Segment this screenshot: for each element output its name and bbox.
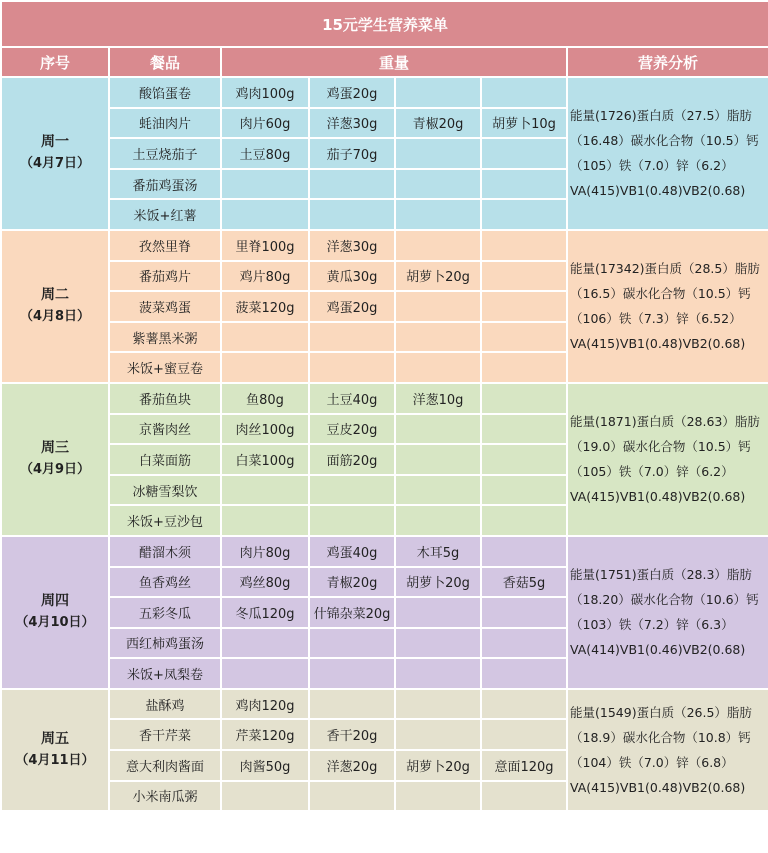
header-nutrition: 营养分析 xyxy=(567,47,768,77)
dish-cell: 蚝油肉片 xyxy=(109,108,221,139)
nutrition-line: VA(414)VB1(0.46)VB2(0.68) xyxy=(570,642,746,658)
weight-cell xyxy=(481,77,567,108)
dish-cell: 米饭+红薯 xyxy=(109,199,221,230)
weight-cell xyxy=(481,689,567,720)
weight-cell xyxy=(481,352,567,383)
nutrition-line: 能量(1549)蛋白质（26.5）脂肪 xyxy=(570,705,752,721)
dish-cell: 番茄鸡蛋汤 xyxy=(109,169,221,200)
nutrition-line: 能量(1871)蛋白质（28.63）脂肪 xyxy=(570,414,760,430)
weight-cell xyxy=(395,322,481,353)
nutrition-line: （19.0）碳水化合物（10.5）钙 xyxy=(570,439,751,455)
nutrition-line: （18.9）碳水化合物（10.8）钙 xyxy=(570,730,751,746)
weight-cell xyxy=(221,781,309,812)
weight-cell xyxy=(221,199,309,230)
weight-cell: 胡萝卜10g xyxy=(481,108,567,139)
weight-cell xyxy=(481,261,567,292)
weight-cell: 什锦杂菜20g xyxy=(309,597,395,628)
weight-cell xyxy=(481,658,567,689)
weight-cell xyxy=(481,199,567,230)
weight-cell xyxy=(481,291,567,322)
dish-cell: 孜然里脊 xyxy=(109,230,221,261)
nutrition-line: （106）铁（7.3）锌（6.52） xyxy=(570,311,742,327)
weight-cell xyxy=(221,169,309,200)
weight-cell xyxy=(395,199,481,230)
day-cell xyxy=(1,230,109,383)
page-title: 15元学生营养菜单 xyxy=(1,1,768,47)
weight-cell: 香干20g xyxy=(309,719,395,750)
table-row xyxy=(1,230,768,261)
weight-cell: 鱼80g xyxy=(221,383,309,414)
dish-cell: 番茄鱼块 xyxy=(109,383,221,414)
weight-cell xyxy=(481,322,567,353)
weight-cell xyxy=(481,414,567,445)
nutrition-line: 能量(1751)蛋白质（28.3）脂肪 xyxy=(570,567,752,583)
weight-cell: 鸡肉120g xyxy=(221,689,309,720)
weight-cell xyxy=(309,658,395,689)
weight-cell: 洋葱10g xyxy=(395,383,481,414)
weight-cell xyxy=(395,689,481,720)
day-name: 周三 xyxy=(41,440,69,457)
dish-cell: 菠菜鸡蛋 xyxy=(109,291,221,322)
weight-cell: 鸡丝80g xyxy=(221,567,309,598)
day-cell xyxy=(1,689,109,811)
dish-cell: 酸馅蛋卷 xyxy=(109,77,221,108)
weight-cell: 面筋20g xyxy=(309,444,395,475)
table-row xyxy=(1,689,768,720)
day-date: （4月9日） xyxy=(19,462,91,478)
nutrition-line: （104）铁（7.0）锌（6.8） xyxy=(570,755,734,771)
weight-cell xyxy=(221,628,309,659)
weight-cell xyxy=(395,138,481,169)
weight-cell xyxy=(395,444,481,475)
nutrition-line: 能量(17342)蛋白质（28.5）脂肪 xyxy=(570,261,760,277)
weight-cell xyxy=(309,781,395,812)
nutrition-line: （16.48）碳水化合物（10.5）钙 xyxy=(570,133,759,149)
weight-cell: 里脊100g xyxy=(221,230,309,261)
weight-cell xyxy=(395,597,481,628)
weight-cell xyxy=(481,597,567,628)
weight-cell xyxy=(481,475,567,506)
weight-cell xyxy=(481,444,567,475)
day-cell xyxy=(1,536,109,689)
nutrition-line: 能量(1726)蛋白质（27.5）脂肪 xyxy=(570,108,752,124)
nutrition-line: （18.20）碳水化合物（10.6）钙 xyxy=(570,592,759,608)
day-name: 周二 xyxy=(41,287,69,304)
weight-cell: 鸡片80g xyxy=(221,261,309,292)
weight-cell: 菠菜120g xyxy=(221,291,309,322)
day-name: 周四 xyxy=(41,593,69,610)
nutrition-cell xyxy=(567,536,768,689)
weight-cell xyxy=(221,658,309,689)
weight-cell xyxy=(221,322,309,353)
weight-cell: 鸡蛋40g xyxy=(309,536,395,567)
nutrition-line: VA(415)VB1(0.48)VB2(0.68) xyxy=(570,780,746,796)
nutrition-line: （105）铁（7.0）锌（6.2） xyxy=(570,158,734,174)
weight-cell xyxy=(395,77,481,108)
nutrition-cell xyxy=(567,77,768,230)
weight-cell: 洋葱30g xyxy=(309,230,395,261)
dish-cell: 紫薯黑米粥 xyxy=(109,322,221,353)
weight-cell xyxy=(395,414,481,445)
weight-cell: 青椒20g xyxy=(309,567,395,598)
dish-cell: 盐酥鸡 xyxy=(109,689,221,720)
weight-cell xyxy=(395,719,481,750)
weight-cell xyxy=(395,658,481,689)
dish-cell: 京酱肉丝 xyxy=(109,414,221,445)
weight-cell xyxy=(481,505,567,536)
dish-cell: 冰糖雪梨饮 xyxy=(109,475,221,506)
dish-cell: 米饭+蜜豆卷 xyxy=(109,352,221,383)
weight-cell xyxy=(395,628,481,659)
nutrition-cell xyxy=(567,230,768,383)
nutrition-line: （105）铁（7.0）锌（6.2） xyxy=(570,464,734,480)
nutrition-cell xyxy=(567,689,768,811)
weight-cell: 冬瓜120g xyxy=(221,597,309,628)
dish-cell: 香干芹菜 xyxy=(109,719,221,750)
weight-cell xyxy=(309,628,395,659)
table-row xyxy=(1,536,768,567)
weight-cell: 茄子70g xyxy=(309,138,395,169)
weight-cell xyxy=(395,291,481,322)
weight-cell: 肉丝100g xyxy=(221,414,309,445)
weight-cell: 鸡蛋20g xyxy=(309,291,395,322)
nutrition-cell xyxy=(567,383,768,536)
weight-cell: 土豆80g xyxy=(221,138,309,169)
table-row xyxy=(1,77,768,108)
weight-cell: 黄瓜30g xyxy=(309,261,395,292)
weight-cell: 肉酱50g xyxy=(221,750,309,781)
weight-cell xyxy=(309,505,395,536)
dish-cell: 番茄鸡片 xyxy=(109,261,221,292)
dish-cell: 小米南瓜粥 xyxy=(109,781,221,812)
weight-cell xyxy=(395,505,481,536)
menu-body xyxy=(1,77,768,811)
dish-cell: 西红柿鸡蛋汤 xyxy=(109,628,221,659)
weight-cell xyxy=(481,628,567,659)
dish-cell: 醋溜木须 xyxy=(109,536,221,567)
header-weight: 重量 xyxy=(221,47,567,77)
weight-cell: 胡萝卜20g xyxy=(395,567,481,598)
weight-cell: 香菇5g xyxy=(481,567,567,598)
day-cell xyxy=(1,383,109,536)
dish-cell: 鱼香鸡丝 xyxy=(109,567,221,598)
dish-cell: 米饭+豆沙包 xyxy=(109,505,221,536)
weight-cell xyxy=(309,169,395,200)
weight-cell xyxy=(309,352,395,383)
dish-cell: 白菜面筋 xyxy=(109,444,221,475)
dish-cell: 土豆烧茄子 xyxy=(109,138,221,169)
weight-cell xyxy=(309,322,395,353)
day-date: （4月10日） xyxy=(15,615,95,631)
weight-cell: 鸡蛋20g xyxy=(309,77,395,108)
day-date: （4月11日） xyxy=(15,753,95,769)
day-name: 周五 xyxy=(41,731,69,748)
nutrition-line: VA(415)VB1(0.48)VB2(0.68) xyxy=(570,489,746,505)
weight-cell xyxy=(395,781,481,812)
dish-cell: 意大利肉酱面 xyxy=(109,750,221,781)
weight-cell xyxy=(481,781,567,812)
weight-cell xyxy=(309,199,395,230)
weight-cell: 意面120g xyxy=(481,750,567,781)
weight-cell: 胡萝卜20g xyxy=(395,261,481,292)
weight-cell xyxy=(309,475,395,506)
weight-cell xyxy=(481,169,567,200)
weight-cell xyxy=(481,536,567,567)
weight-cell xyxy=(481,138,567,169)
weight-cell: 土豆40g xyxy=(309,383,395,414)
weight-cell xyxy=(395,230,481,261)
nutrition-line: VA(415)VB1(0.48)VB2(0.68) xyxy=(570,183,746,199)
header-index: 序号 xyxy=(1,47,109,77)
weight-cell: 洋葱30g xyxy=(309,108,395,139)
nutrition-line: （16.5）碳水化合物（10.5）钙 xyxy=(570,286,751,302)
weight-cell xyxy=(481,383,567,414)
weight-cell xyxy=(309,689,395,720)
weight-cell: 芹菜120g xyxy=(221,719,309,750)
weight-cell xyxy=(395,352,481,383)
weight-cell xyxy=(221,505,309,536)
day-date: （4月8日） xyxy=(19,309,91,325)
nutrition-line: （103）铁（7.2）锌（6.3） xyxy=(570,617,734,633)
day-name: 周一 xyxy=(41,134,69,151)
weight-cell: 胡萝卜20g xyxy=(395,750,481,781)
weight-cell: 肉片60g xyxy=(221,108,309,139)
dish-cell: 五彩冬瓜 xyxy=(109,597,221,628)
weight-cell xyxy=(481,230,567,261)
weight-cell xyxy=(395,169,481,200)
weight-cell xyxy=(221,352,309,383)
weight-cell xyxy=(395,475,481,506)
header-dish: 餐品 xyxy=(109,47,221,77)
weight-cell: 青椒20g xyxy=(395,108,481,139)
table-row xyxy=(1,383,768,414)
weight-cell: 洋葱20g xyxy=(309,750,395,781)
weight-cell: 白菜100g xyxy=(221,444,309,475)
weight-cell: 木耳5g xyxy=(395,536,481,567)
day-cell xyxy=(1,77,109,230)
dish-cell: 米饭+凤梨卷 xyxy=(109,658,221,689)
weight-cell: 鸡肉100g xyxy=(221,77,309,108)
nutrition-line: VA(415)VB1(0.48)VB2(0.68) xyxy=(570,336,746,352)
day-date: （4月7日） xyxy=(19,156,91,172)
weight-cell xyxy=(221,475,309,506)
weight-cell xyxy=(481,719,567,750)
weight-cell: 豆皮20g xyxy=(309,414,395,445)
weight-cell: 肉片80g xyxy=(221,536,309,567)
